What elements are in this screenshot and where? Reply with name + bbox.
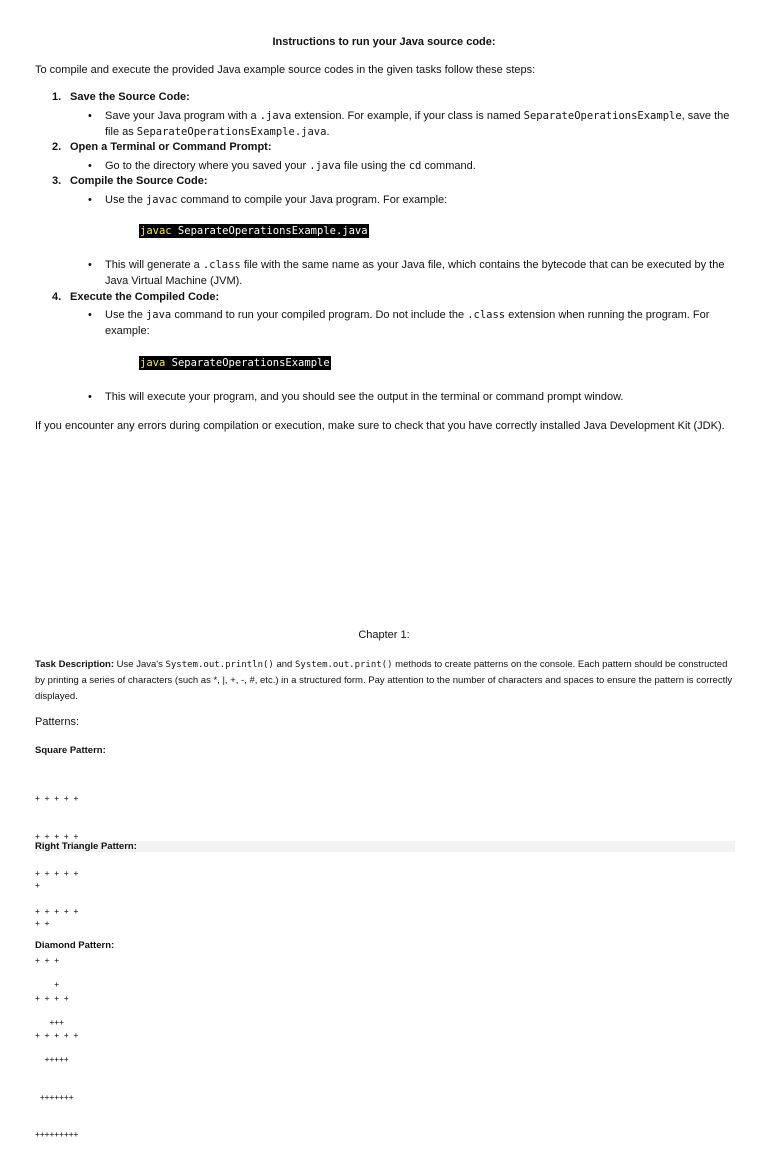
step-1-bullet <box>88 108 736 140</box>
pattern-line: + + + + + <box>35 1031 79 1040</box>
inline-code: .class <box>202 259 241 271</box>
code-keyword: javac <box>140 225 172 237</box>
step-3-heading <box>52 175 208 187</box>
chapter-title: Chapter 1: <box>358 629 410 641</box>
step-number: 1. <box>52 91 62 103</box>
pattern-line: + + <box>35 918 50 928</box>
inline-code: SeparateOperationsExample.java <box>136 126 327 138</box>
inline-code: java <box>145 309 172 321</box>
code-argument: SeparateOperationsExample <box>165 357 330 369</box>
step-number: 3. <box>52 175 62 187</box>
bullet-icon: • <box>88 309 92 321</box>
pattern-line: + + + + + <box>35 906 79 916</box>
code-argument: SeparateOperationsExample.java <box>171 225 368 237</box>
code-keyword: java <box>140 357 166 369</box>
step-number: 2. <box>52 141 62 153</box>
java-code-block <box>139 356 331 370</box>
pattern-line: + <box>35 881 40 890</box>
step-4-bullet-run <box>88 307 736 339</box>
step-4-heading <box>52 291 219 303</box>
bullet-icon: • <box>88 259 92 271</box>
pattern-line: +++++ <box>35 1055 69 1064</box>
bullet-text: Use the java command to run your compiled program. Do not include the .class extension when running the program. For example: <box>105 309 710 337</box>
step-title: Open a Terminal or Command Prompt: <box>70 141 272 153</box>
inline-code: System.out.print() <box>294 660 393 670</box>
pattern-line: +++++++++ <box>35 1130 79 1139</box>
pattern-line: + + + + + <box>35 831 79 841</box>
pattern-line: + + + + + <box>35 794 79 803</box>
step-2-bullet <box>88 158 736 174</box>
patterns-label: Patterns: <box>35 716 80 728</box>
javac-code-block <box>139 224 369 238</box>
pattern-line: + + + <box>35 956 60 965</box>
task-label: Task Description: <box>35 659 115 670</box>
bullet-text: Use the javac command to compile your Java program. For example: <box>105 194 448 206</box>
bullet-text: This will generate a .class file with the same name as your Java file, which contains the bytecode that can be executed by the Java Virtual Machine (JVM). <box>105 259 725 287</box>
step-title: Execute the Compiled Code: <box>70 291 220 303</box>
inline-code: .java <box>309 160 341 172</box>
step-3-bullet-class <box>88 257 736 289</box>
pattern-line: +++ <box>35 1017 64 1027</box>
pattern-line: + + + + + <box>35 869 79 878</box>
step-title: Compile the Source Code: <box>70 175 208 187</box>
diamond-pattern <box>35 954 78 1154</box>
pattern-line: + <box>35 980 60 989</box>
step-4-bullet-output <box>88 389 736 405</box>
inline-code: .java <box>259 110 292 122</box>
step-title: Save the Source Code: <box>70 91 190 103</box>
bullet-text: This will execute your program, and you should see the output in the terminal or command prompt window. <box>105 391 624 403</box>
square-pattern-heading: Square Pattern: <box>35 745 106 756</box>
step-3-bullet-compile <box>88 192 736 208</box>
triangle-pattern-heading: Right Triangle Pattern: <box>35 841 735 852</box>
pattern-line: + + + + <box>35 993 69 1003</box>
bullet-icon: • <box>88 194 92 206</box>
bullet-icon: • <box>88 110 92 122</box>
pattern-line: +++++++ <box>35 1092 74 1102</box>
inline-code: .class <box>467 309 506 321</box>
inline-code: SeparateOperationsExample <box>523 110 682 122</box>
step-1-heading <box>52 91 190 103</box>
bullet-text: Save your Java program with a .java extension. For example, if your class is named SeparateOperationsExample, save the file as SeparateOperationsExample.java. <box>105 110 730 138</box>
bullet-text: Go to the directory where you saved your .java file using the cd command. <box>105 160 476 172</box>
step-number: 4. <box>52 291 62 303</box>
jdk-note: If you encounter any errors during compilation or execution, make sure to check that you have correctly installed Java Development Kit (JDK). <box>35 420 725 432</box>
intro-paragraph: To compile and execute the provided Java example source codes in the given tasks follow these steps: <box>35 64 536 76</box>
bullet-icon: • <box>88 160 92 172</box>
document-title: Instructions to run your Java source code: <box>272 36 496 48</box>
task-description: Task Description: Use Java's System.out.println() and System.out.print() methods to create patterns on the console. Each pattern should be constructed by printing a series of characters (such as *, |, +, -, #, etc.) in a structured form. Pay attention to the number of characters and spaces to ensure the pattern is correctly displayed. <box>35 659 733 702</box>
inline-code: System.out.println() <box>165 660 274 670</box>
diamond-pattern-heading: Diamond Pattern: <box>35 940 115 951</box>
bullet-icon: • <box>88 391 92 403</box>
inline-code: cd <box>408 160 422 172</box>
step-2-heading <box>52 141 272 153</box>
inline-code: javac <box>145 194 178 206</box>
